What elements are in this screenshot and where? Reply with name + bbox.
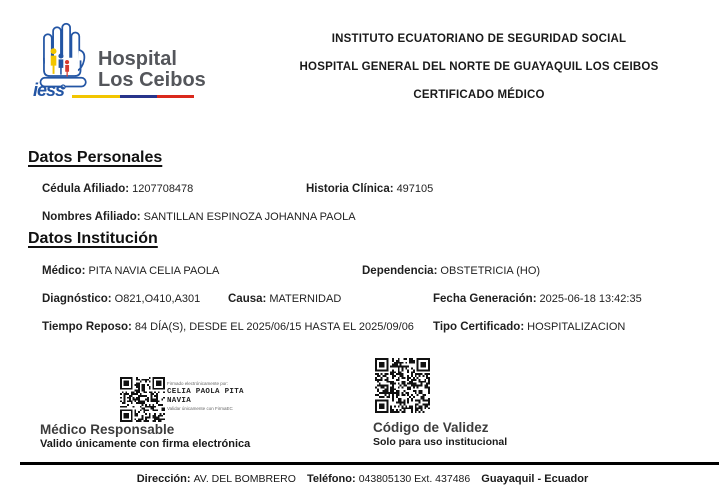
logo-name-line1: Hospital	[98, 48, 177, 70]
dependencia-label: Dependencia:	[362, 265, 438, 277]
institution-title: INSTITUTO ECUATORIANO DE SEGURIDAD SOCIAL	[331, 33, 627, 45]
field-cedula-afiliado	[42, 183, 193, 195]
direccion-value: AV. DEL BOMBRERO	[193, 473, 296, 485]
field-causa	[228, 293, 341, 305]
field-tipo-certificado	[433, 321, 625, 333]
causa-value: MATERNIDAD	[269, 293, 342, 305]
field-fecha-generacion	[433, 293, 642, 305]
medico-responsable-caption: Médico Responsable	[40, 422, 175, 437]
diagnostico-value: O821,O410,A301	[114, 293, 201, 305]
logo-hospital-name	[98, 49, 206, 91]
fecha-value: 2025-06-18 13:42:35	[539, 293, 642, 305]
medico-label: Médico:	[42, 265, 86, 277]
tricolor-blue	[120, 95, 157, 98]
tiempo-value: 84 DÍA(S), DESDE EL 2025/06/15 HASTA EL 2025/09/06	[134, 321, 414, 333]
stamp-firmado-text: Firmado electrónicamente por:	[167, 381, 229, 386]
stamp-signer-name-line1: CELIA PAOLA PITA	[167, 387, 244, 396]
historia-value: 497105	[396, 183, 434, 195]
field-tiempo-reposo	[42, 321, 414, 333]
nombres-value: SANTILLAN ESPINOZA JOHANNA PAOLA	[143, 211, 356, 223]
hospital-los-ceibos-logo	[28, 16, 208, 106]
section-title-datos-institucion: Datos Institución	[28, 230, 158, 247]
codigo-validez-subcaption: Solo para uso institucional	[373, 436, 508, 448]
tipo-value: HOSPITALIZACION	[527, 321, 626, 333]
ecuador-tricolor-line	[72, 95, 194, 98]
direccion-label: Dirección:	[136, 473, 191, 485]
fecha-label: Fecha Generación:	[433, 293, 537, 305]
signature-qr-code	[120, 377, 165, 422]
historia-label: Historia Clínica:	[306, 183, 394, 195]
medico-responsable-subcaption: Valido únicamente con firma electrónica	[40, 438, 251, 450]
tricolor-yellow	[72, 95, 120, 98]
stamp-signer-name-line2: NAVIA	[167, 396, 192, 405]
field-nombres-afiliado	[42, 211, 356, 223]
tipo-label: Tipo Certificado:	[433, 321, 525, 333]
telefono-value: 043805130 Ext. 437486	[358, 473, 471, 485]
logo-name-line2: Los Ceibos	[98, 69, 206, 91]
footer-city: Guayaquil - Ecuador	[481, 473, 589, 485]
nombres-label: Nombres Afiliado:	[42, 211, 141, 223]
document-type-title: CERTIFICADO MÉDICO	[413, 89, 545, 101]
codigo-validez-caption: Código de Validez	[373, 420, 489, 435]
validity-qr-code	[375, 358, 430, 413]
cedula-value: 1207708478	[132, 183, 194, 195]
cedula-label: Cédula Afiliado:	[42, 183, 130, 195]
footer-contact-info	[0, 473, 725, 485]
iess-wordmark: iess	[33, 80, 65, 100]
medico-value: PITA NAVIA CELIA PAOLA	[88, 265, 220, 277]
footer-divider	[20, 462, 719, 465]
section-title-datos-personales: Datos Personales	[28, 149, 163, 166]
field-medico	[42, 265, 219, 277]
dependencia-value: OBSTETRICIA (HO)	[440, 265, 541, 277]
hospital-title: HOSPITAL GENERAL DEL NORTE DE GUAYAQUIL LOS CEIBOS	[299, 61, 659, 73]
telefono-label: Teléfono:	[306, 473, 356, 485]
field-diagnostico	[42, 293, 200, 305]
tiempo-label: Tiempo Reposo:	[42, 321, 132, 333]
field-historia-clinica	[306, 183, 433, 195]
causa-label: Causa:	[228, 293, 267, 305]
stamp-validar-text: Validar únicamente con FirmaEC	[167, 405, 233, 411]
tricolor-red	[157, 95, 194, 98]
diagnostico-label: Diagnóstico:	[42, 293, 112, 305]
field-dependencia	[362, 265, 540, 277]
electronic-signature-stamp	[167, 381, 251, 411]
